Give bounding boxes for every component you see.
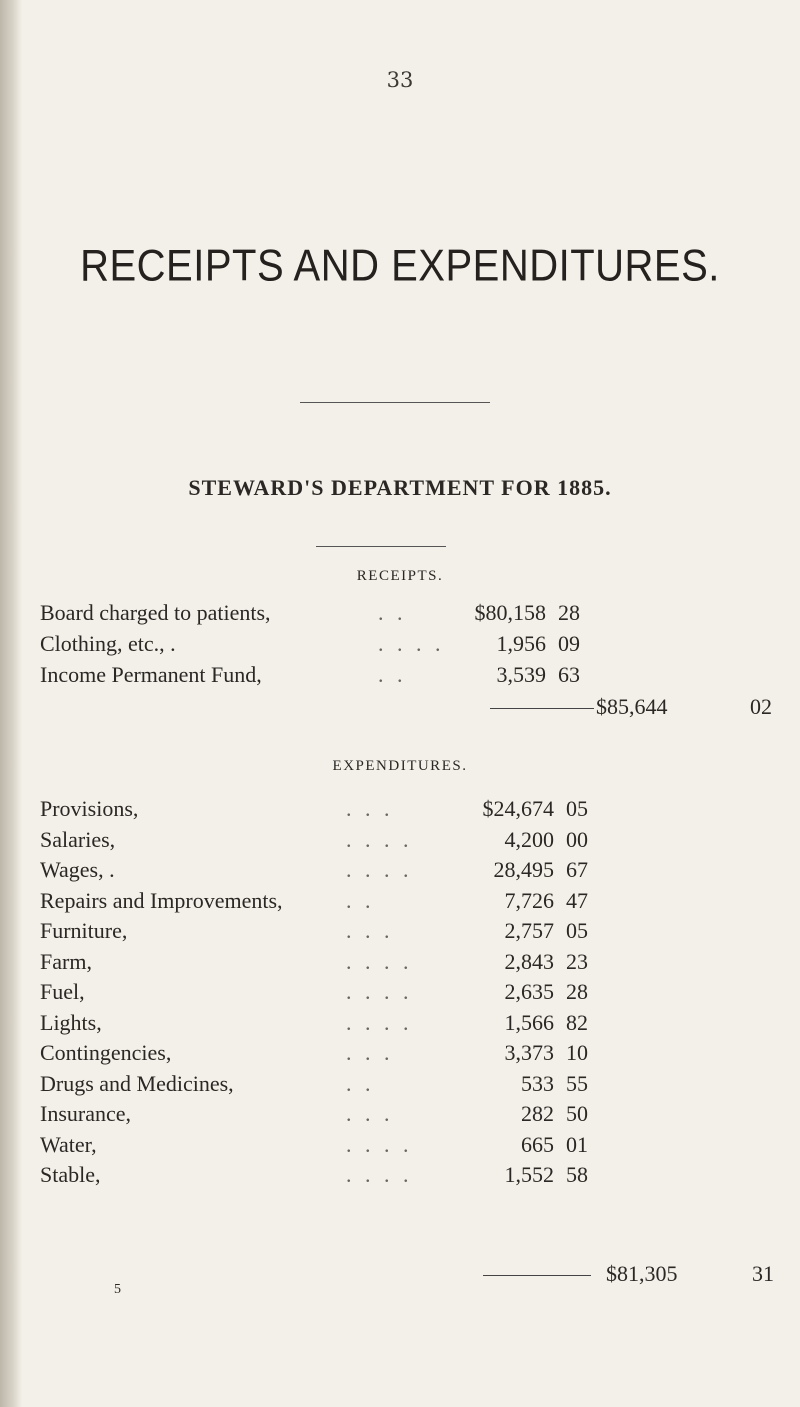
row-amount: 3,373	[504, 1040, 554, 1065]
row-cents: 23	[566, 948, 588, 974]
row-leader-dots: . . . .	[346, 857, 413, 882]
row-leader-dots: . . .	[346, 796, 394, 821]
row-leader-dots: . . .	[346, 1040, 394, 1065]
ledger-row	[0, 631, 800, 665]
row-label: Farm,	[40, 948, 92, 974]
row-leader-dots: . . . .	[378, 631, 445, 656]
receipts-total-cents: 02	[750, 694, 772, 719]
ledger-row	[0, 918, 800, 952]
row-label: Contingencies,	[40, 1040, 172, 1065]
row-amount: 533	[521, 1070, 554, 1096]
ledger-row	[0, 600, 800, 634]
row-amount: 665	[521, 1131, 554, 1157]
row-amount: 1,566	[504, 1009, 554, 1035]
row-amount: 3,539	[496, 662, 546, 687]
page-title: RECEIPTS AND EXPENDITURES.	[80, 241, 720, 291]
row-cents: 05	[566, 796, 588, 821]
expenditures-total-cents: 31	[752, 1261, 774, 1286]
ledger-row	[0, 979, 800, 1013]
row-leader-dots: . . . .	[346, 826, 413, 852]
section-subtitle: STEWARD'S DEPARTMENT FOR 1885.	[188, 475, 612, 500]
row-label: Clothing, etc., .	[40, 631, 176, 656]
receipts-total-amount: $85,644	[596, 694, 668, 719]
row-label: Wages, .	[40, 857, 115, 882]
row-amount: 2,757	[504, 918, 554, 943]
row-amount: $80,158	[474, 600, 546, 625]
row-leader-dots: . . .	[346, 1101, 394, 1126]
row-amount: 2,843	[504, 948, 554, 974]
signature-mark: 5	[114, 1282, 121, 1297]
row-leader-dots: . .	[346, 1070, 375, 1096]
row-label: Water,	[40, 1131, 97, 1157]
row-cents: 28	[558, 600, 580, 625]
row-leader-dots: . .	[378, 662, 407, 687]
row-cents: 00	[566, 826, 588, 852]
row-amount: 1,552	[504, 1162, 554, 1187]
row-amount: 28,495	[493, 857, 554, 882]
row-cents: 28	[566, 979, 588, 1004]
row-label: Stable,	[40, 1162, 101, 1187]
row-label: Repairs and Improvements,	[40, 887, 283, 913]
row-amount: 7,726	[504, 887, 554, 913]
ledger-row	[0, 796, 800, 830]
ledger-row	[0, 1040, 800, 1074]
expenditures-heading: EXPENDITURES.	[332, 758, 468, 774]
row-label: Drugs and Medicines,	[40, 1070, 234, 1096]
row-label: Fuel,	[40, 979, 85, 1004]
row-cents: 55	[566, 1070, 588, 1096]
row-cents: 47	[566, 887, 588, 913]
row-amount: 2,635	[504, 979, 554, 1004]
row-leader-dots: . .	[346, 887, 375, 913]
row-amount: 1,956	[496, 631, 546, 656]
row-cents: 50	[566, 1101, 588, 1126]
subtitle-rule	[316, 546, 446, 547]
ledger-row	[0, 1010, 800, 1044]
row-amount: 282	[521, 1101, 554, 1126]
title-rule	[300, 402, 490, 403]
ledger-row	[0, 1132, 800, 1166]
row-cents: 01	[566, 1131, 588, 1157]
row-cents: 58	[566, 1162, 588, 1187]
row-cents: 10	[566, 1040, 588, 1065]
row-leader-dots: . . . .	[346, 979, 413, 1004]
receipts-total-dash	[490, 708, 594, 709]
ledger-row	[0, 662, 800, 696]
receipts-heading: RECEIPTS.	[356, 568, 444, 584]
row-label: Salaries,	[40, 826, 116, 852]
row-cents: 63	[558, 662, 580, 687]
row-leader-dots: . . .	[346, 918, 394, 943]
expenditures-total-dash	[483, 1275, 591, 1276]
row-label: Lights,	[40, 1009, 102, 1035]
row-label: Income Permanent Fund,	[40, 662, 262, 687]
ledger-row	[0, 1101, 800, 1135]
row-amount: $24,674	[482, 796, 554, 821]
row-cents: 09	[558, 631, 580, 656]
row-leader-dots: . . . .	[346, 1131, 413, 1157]
row-leader-dots: . . . .	[346, 1009, 413, 1035]
ledger-row	[0, 888, 800, 922]
row-label: Furniture,	[40, 918, 128, 943]
page-number: 33	[386, 68, 414, 92]
row-label: Provisions,	[40, 796, 139, 821]
row-amount: 4,200	[504, 826, 554, 852]
ledger-row	[0, 857, 800, 891]
row-leader-dots: . . . .	[346, 1162, 413, 1187]
row-cents: 82	[566, 1009, 588, 1035]
row-label: Insurance,	[40, 1101, 132, 1126]
ledger-row	[0, 1071, 800, 1105]
ledger-row	[0, 1162, 800, 1196]
row-label: Board charged to patients,	[40, 600, 271, 625]
row-cents: 05	[566, 918, 588, 943]
row-leader-dots: . .	[378, 600, 407, 625]
ledger-row	[0, 827, 800, 861]
row-cents: 67	[566, 857, 588, 882]
row-leader-dots: . . . .	[346, 948, 413, 974]
expenditures-total-amount: $81,305	[606, 1261, 678, 1286]
ledger-row	[0, 949, 800, 983]
